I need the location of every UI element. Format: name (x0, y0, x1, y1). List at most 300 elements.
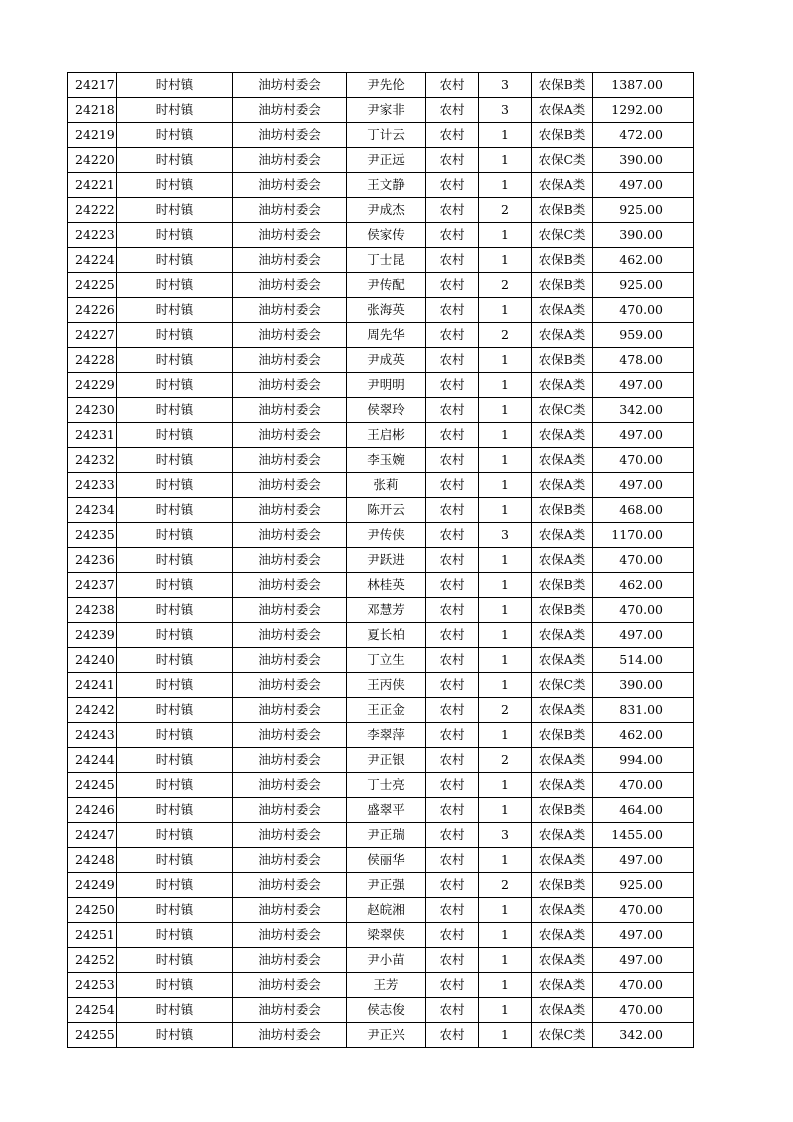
insurance-category-cell: 农保A类 (532, 973, 593, 998)
insurance-category-cell: 农保B类 (532, 498, 593, 523)
household-count-cell: 3 (479, 98, 532, 123)
record-id-cell: 24248 (68, 848, 117, 873)
area-type-cell: 农村 (426, 773, 479, 798)
insurance-category-cell: 农保B类 (532, 123, 593, 148)
village-committee-cell: 油坊村委会 (233, 373, 347, 398)
record-id-cell: 24223 (68, 223, 117, 248)
village-committee-cell: 油坊村委会 (233, 698, 347, 723)
insurance-category-cell: 农保A类 (532, 323, 593, 348)
record-id-cell: 24237 (68, 573, 117, 598)
table-row (68, 123, 694, 148)
person-name-cell: 陈开云 (347, 498, 426, 523)
area-type-cell: 农村 (426, 98, 479, 123)
household-count-cell: 1 (479, 623, 532, 648)
person-name-cell: 王正金 (347, 698, 426, 723)
area-type-cell: 农村 (426, 748, 479, 773)
insurance-category-cell: 农保B类 (532, 348, 593, 373)
village-committee-cell: 油坊村委会 (233, 423, 347, 448)
insurance-category-cell: 农保A类 (532, 948, 593, 973)
village-committee-cell: 油坊村委会 (233, 873, 347, 898)
amount-cell: 925.00 (593, 873, 694, 898)
amount-cell: 462.00 (593, 723, 694, 748)
table-row (68, 523, 694, 548)
record-id-cell: 24241 (68, 673, 117, 698)
town-cell: 时村镇 (117, 1023, 233, 1048)
town-cell: 时村镇 (117, 548, 233, 573)
insurance-category-cell: 农保A类 (532, 748, 593, 773)
town-cell: 时村镇 (117, 223, 233, 248)
area-type-cell: 农村 (426, 148, 479, 173)
table-row (68, 773, 694, 798)
record-id-cell: 24228 (68, 348, 117, 373)
area-type-cell: 农村 (426, 373, 479, 398)
village-committee-cell: 油坊村委会 (233, 798, 347, 823)
area-type-cell: 农村 (426, 573, 479, 598)
table-row (68, 948, 694, 973)
village-committee-cell: 油坊村委会 (233, 948, 347, 973)
record-id-cell: 24236 (68, 548, 117, 573)
record-id-cell: 24222 (68, 198, 117, 223)
record-id-cell: 24252 (68, 948, 117, 973)
record-id-cell: 24217 (68, 73, 117, 98)
table-row (68, 198, 694, 223)
town-cell: 时村镇 (117, 998, 233, 1023)
household-count-cell: 1 (479, 973, 532, 998)
household-count-cell: 3 (479, 73, 532, 98)
village-committee-cell: 油坊村委会 (233, 648, 347, 673)
amount-cell: 464.00 (593, 798, 694, 823)
insurance-category-cell: 农保A类 (532, 448, 593, 473)
area-type-cell: 农村 (426, 498, 479, 523)
amount-cell: 470.00 (593, 548, 694, 573)
village-committee-cell: 油坊村委会 (233, 673, 347, 698)
area-type-cell: 农村 (426, 648, 479, 673)
insurance-category-cell: 农保A类 (532, 373, 593, 398)
household-count-cell: 1 (479, 148, 532, 173)
record-id-cell: 24242 (68, 698, 117, 723)
town-cell: 时村镇 (117, 748, 233, 773)
record-id-cell: 24250 (68, 898, 117, 923)
household-count-cell: 1 (479, 173, 532, 198)
area-type-cell: 农村 (426, 848, 479, 873)
area-type-cell: 农村 (426, 973, 479, 998)
area-type-cell: 农村 (426, 248, 479, 273)
village-committee-cell: 油坊村委会 (233, 848, 347, 873)
village-committee-cell: 油坊村委会 (233, 298, 347, 323)
town-cell: 时村镇 (117, 73, 233, 98)
person-name-cell: 张海英 (347, 298, 426, 323)
town-cell: 时村镇 (117, 498, 233, 523)
area-type-cell: 农村 (426, 448, 479, 473)
village-committee-cell: 油坊村委会 (233, 923, 347, 948)
area-type-cell: 农村 (426, 398, 479, 423)
record-id-cell: 24255 (68, 1023, 117, 1048)
person-name-cell: 尹家非 (347, 98, 426, 123)
area-type-cell: 农村 (426, 123, 479, 148)
insurance-category-cell: 农保A类 (532, 623, 593, 648)
record-id-cell: 24246 (68, 798, 117, 823)
area-type-cell: 农村 (426, 723, 479, 748)
person-name-cell: 尹正强 (347, 873, 426, 898)
person-name-cell: 尹正银 (347, 748, 426, 773)
table-body (68, 73, 694, 1048)
household-count-cell: 2 (479, 323, 532, 348)
town-cell: 时村镇 (117, 448, 233, 473)
person-name-cell: 王芳 (347, 973, 426, 998)
person-name-cell: 尹正远 (347, 148, 426, 173)
household-count-cell: 1 (479, 773, 532, 798)
person-name-cell: 尹跃进 (347, 548, 426, 573)
amount-cell: 462.00 (593, 573, 694, 598)
amount-cell: 1292.00 (593, 98, 694, 123)
amount-cell: 470.00 (593, 298, 694, 323)
village-committee-cell: 油坊村委会 (233, 223, 347, 248)
village-committee-cell: 油坊村委会 (233, 748, 347, 773)
area-type-cell: 农村 (426, 348, 479, 373)
amount-cell: 497.00 (593, 423, 694, 448)
town-cell: 时村镇 (117, 623, 233, 648)
area-type-cell: 农村 (426, 698, 479, 723)
person-name-cell: 王文静 (347, 173, 426, 198)
insurance-category-cell: 农保A类 (532, 773, 593, 798)
person-name-cell: 张莉 (347, 473, 426, 498)
town-cell: 时村镇 (117, 198, 233, 223)
amount-cell: 468.00 (593, 498, 694, 523)
insurance-category-cell: 农保C类 (532, 148, 593, 173)
person-name-cell: 林桂英 (347, 573, 426, 598)
town-cell: 时村镇 (117, 373, 233, 398)
village-committee-cell: 油坊村委会 (233, 248, 347, 273)
area-type-cell: 农村 (426, 998, 479, 1023)
area-type-cell: 农村 (426, 623, 479, 648)
person-name-cell: 王启彬 (347, 423, 426, 448)
town-cell: 时村镇 (117, 773, 233, 798)
town-cell: 时村镇 (117, 898, 233, 923)
person-name-cell: 尹先伦 (347, 73, 426, 98)
amount-cell: 925.00 (593, 273, 694, 298)
amount-cell: 1455.00 (593, 823, 694, 848)
table-row (68, 748, 694, 773)
person-name-cell: 丁计云 (347, 123, 426, 148)
area-type-cell: 农村 (426, 423, 479, 448)
town-cell: 时村镇 (117, 873, 233, 898)
record-id-cell: 24220 (68, 148, 117, 173)
person-name-cell: 尹成英 (347, 348, 426, 373)
person-name-cell: 丁立生 (347, 648, 426, 673)
record-id-cell: 24253 (68, 973, 117, 998)
table-row (68, 723, 694, 748)
insurance-category-cell: 农保A类 (532, 998, 593, 1023)
record-id-cell: 24229 (68, 373, 117, 398)
record-id-cell: 24230 (68, 398, 117, 423)
person-name-cell: 梁翠侠 (347, 923, 426, 948)
person-name-cell: 侯翠玲 (347, 398, 426, 423)
village-committee-cell: 油坊村委会 (233, 623, 347, 648)
village-committee-cell: 油坊村委会 (233, 573, 347, 598)
table-row (68, 248, 694, 273)
record-id-cell: 24244 (68, 748, 117, 773)
village-committee-cell: 油坊村委会 (233, 548, 347, 573)
amount-cell: 470.00 (593, 773, 694, 798)
record-id-cell: 24235 (68, 523, 117, 548)
area-type-cell: 农村 (426, 323, 479, 348)
table-row (68, 348, 694, 373)
insurance-category-cell: 农保A类 (532, 548, 593, 573)
town-cell: 时村镇 (117, 98, 233, 123)
household-count-cell: 2 (479, 748, 532, 773)
household-count-cell: 1 (479, 248, 532, 273)
record-id-cell: 24254 (68, 998, 117, 1023)
amount-cell: 497.00 (593, 373, 694, 398)
household-count-cell: 1 (479, 1023, 532, 1048)
amount-cell: 497.00 (593, 848, 694, 873)
town-cell: 时村镇 (117, 123, 233, 148)
insurance-category-cell: 农保B类 (532, 873, 593, 898)
village-committee-cell: 油坊村委会 (233, 73, 347, 98)
village-committee-cell: 油坊村委会 (233, 473, 347, 498)
table-row (68, 398, 694, 423)
table-row (68, 473, 694, 498)
village-committee-cell: 油坊村委会 (233, 973, 347, 998)
record-id-cell: 24224 (68, 248, 117, 273)
village-committee-cell: 油坊村委会 (233, 448, 347, 473)
town-cell: 时村镇 (117, 148, 233, 173)
insurance-category-cell: 农保B类 (532, 273, 593, 298)
record-id-cell: 24231 (68, 423, 117, 448)
amount-cell: 390.00 (593, 223, 694, 248)
amount-cell: 470.00 (593, 998, 694, 1023)
area-type-cell: 农村 (426, 523, 479, 548)
town-cell: 时村镇 (117, 973, 233, 998)
insurance-category-cell: 农保B类 (532, 598, 593, 623)
table-row (68, 273, 694, 298)
household-count-cell: 1 (479, 598, 532, 623)
insurance-category-cell: 农保B类 (532, 73, 593, 98)
table-row (68, 673, 694, 698)
amount-cell: 497.00 (593, 473, 694, 498)
town-cell: 时村镇 (117, 598, 233, 623)
person-name-cell: 盛翠平 (347, 798, 426, 823)
household-count-cell: 1 (479, 673, 532, 698)
village-committee-cell: 油坊村委会 (233, 123, 347, 148)
insurance-category-cell: 农保C类 (532, 673, 593, 698)
table-row (68, 998, 694, 1023)
insurance-category-cell: 农保A类 (532, 298, 593, 323)
amount-cell: 478.00 (593, 348, 694, 373)
insurance-category-cell: 农保B类 (532, 198, 593, 223)
record-id-cell: 24219 (68, 123, 117, 148)
insurance-category-cell: 农保B类 (532, 798, 593, 823)
town-cell: 时村镇 (117, 323, 233, 348)
table-row (68, 973, 694, 998)
table-row (68, 898, 694, 923)
table-row (68, 848, 694, 873)
table-row (68, 98, 694, 123)
household-count-cell: 1 (479, 373, 532, 398)
amount-cell: 497.00 (593, 923, 694, 948)
amount-cell: 342.00 (593, 1023, 694, 1048)
amount-cell: 959.00 (593, 323, 694, 348)
area-type-cell: 农村 (426, 1023, 479, 1048)
record-id-cell: 24243 (68, 723, 117, 748)
person-name-cell: 邓慧芳 (347, 598, 426, 623)
amount-cell: 342.00 (593, 398, 694, 423)
amount-cell: 470.00 (593, 448, 694, 473)
household-count-cell: 1 (479, 223, 532, 248)
table-row (68, 923, 694, 948)
insurance-category-cell: 农保A类 (532, 523, 593, 548)
table-row (68, 698, 694, 723)
household-count-cell: 2 (479, 873, 532, 898)
table-row (68, 298, 694, 323)
area-type-cell: 农村 (426, 198, 479, 223)
amount-cell: 390.00 (593, 673, 694, 698)
record-id-cell: 24232 (68, 448, 117, 473)
area-type-cell: 农村 (426, 173, 479, 198)
town-cell: 时村镇 (117, 573, 233, 598)
town-cell: 时村镇 (117, 823, 233, 848)
table-row (68, 423, 694, 448)
amount-cell: 925.00 (593, 198, 694, 223)
village-committee-cell: 油坊村委会 (233, 348, 347, 373)
village-committee-cell: 油坊村委会 (233, 998, 347, 1023)
household-count-cell: 1 (479, 398, 532, 423)
household-count-cell: 1 (479, 848, 532, 873)
table-row (68, 1023, 694, 1048)
table-row (68, 573, 694, 598)
table-row (68, 448, 694, 473)
table-row (68, 823, 694, 848)
person-name-cell: 丁士昆 (347, 248, 426, 273)
table-row (68, 648, 694, 673)
person-name-cell: 尹成杰 (347, 198, 426, 223)
household-count-cell: 1 (479, 948, 532, 973)
person-name-cell: 周先华 (347, 323, 426, 348)
household-count-cell: 2 (479, 198, 532, 223)
table-row (68, 323, 694, 348)
village-committee-cell: 油坊村委会 (233, 498, 347, 523)
insurance-category-cell: 农保A类 (532, 823, 593, 848)
amount-cell: 470.00 (593, 598, 694, 623)
table-row (68, 73, 694, 98)
amount-cell: 831.00 (593, 698, 694, 723)
person-name-cell: 王丙侠 (347, 673, 426, 698)
insurance-category-cell: 农保A类 (532, 98, 593, 123)
area-type-cell: 农村 (426, 823, 479, 848)
area-type-cell: 农村 (426, 798, 479, 823)
village-committee-cell: 油坊村委会 (233, 773, 347, 798)
area-type-cell: 农村 (426, 898, 479, 923)
area-type-cell: 农村 (426, 298, 479, 323)
person-name-cell: 侯志俊 (347, 998, 426, 1023)
household-count-cell: 3 (479, 823, 532, 848)
amount-cell: 497.00 (593, 948, 694, 973)
insurance-category-cell: 农保B类 (532, 573, 593, 598)
amount-cell: 1387.00 (593, 73, 694, 98)
amount-cell: 462.00 (593, 248, 694, 273)
village-committee-cell: 油坊村委会 (233, 598, 347, 623)
household-count-cell: 1 (479, 473, 532, 498)
town-cell: 时村镇 (117, 723, 233, 748)
record-id-cell: 24225 (68, 273, 117, 298)
insurance-category-cell: 农保C类 (532, 223, 593, 248)
town-cell: 时村镇 (117, 948, 233, 973)
area-type-cell: 农村 (426, 73, 479, 98)
area-type-cell: 农村 (426, 948, 479, 973)
household-count-cell: 1 (479, 548, 532, 573)
area-type-cell: 农村 (426, 548, 479, 573)
household-count-cell: 1 (479, 298, 532, 323)
household-count-cell: 1 (479, 448, 532, 473)
village-committee-cell: 油坊村委会 (233, 1023, 347, 1048)
insurance-category-cell: 农保C类 (532, 1023, 593, 1048)
table-row (68, 223, 694, 248)
insurance-category-cell: 农保A类 (532, 473, 593, 498)
town-cell: 时村镇 (117, 648, 233, 673)
area-type-cell: 农村 (426, 673, 479, 698)
town-cell: 时村镇 (117, 348, 233, 373)
town-cell: 时村镇 (117, 798, 233, 823)
town-cell: 时村镇 (117, 523, 233, 548)
town-cell: 时村镇 (117, 473, 233, 498)
insurance-category-cell: 农保B类 (532, 723, 593, 748)
town-cell: 时村镇 (117, 673, 233, 698)
village-committee-cell: 油坊村委会 (233, 323, 347, 348)
amount-cell: 390.00 (593, 148, 694, 173)
person-name-cell: 尹传侠 (347, 523, 426, 548)
insurance-category-cell: 农保A类 (532, 848, 593, 873)
table-row (68, 798, 694, 823)
town-cell: 时村镇 (117, 698, 233, 723)
village-committee-cell: 油坊村委会 (233, 898, 347, 923)
town-cell: 时村镇 (117, 923, 233, 948)
insurance-category-cell: 农保A类 (532, 698, 593, 723)
person-name-cell: 尹小苗 (347, 948, 426, 973)
household-count-cell: 1 (479, 573, 532, 598)
household-count-cell: 1 (479, 348, 532, 373)
insurance-category-cell: 农保C类 (532, 398, 593, 423)
person-name-cell: 赵皖湘 (347, 898, 426, 923)
town-cell: 时村镇 (117, 848, 233, 873)
person-name-cell: 尹明明 (347, 373, 426, 398)
table-row (68, 173, 694, 198)
record-id-cell: 24226 (68, 298, 117, 323)
person-name-cell: 尹传配 (347, 273, 426, 298)
person-name-cell: 侯丽华 (347, 848, 426, 873)
record-id-cell: 24218 (68, 98, 117, 123)
insurance-category-cell: 农保B类 (532, 248, 593, 273)
record-id-cell: 24251 (68, 923, 117, 948)
area-type-cell: 农村 (426, 473, 479, 498)
village-committee-cell: 油坊村委会 (233, 398, 347, 423)
person-name-cell: 侯家传 (347, 223, 426, 248)
amount-cell: 1170.00 (593, 523, 694, 548)
town-cell: 时村镇 (117, 273, 233, 298)
insurance-category-cell: 农保A类 (532, 173, 593, 198)
table-row (68, 623, 694, 648)
allowance-table (67, 72, 694, 1048)
household-count-cell: 1 (479, 723, 532, 748)
table-row (68, 148, 694, 173)
person-name-cell: 尹正兴 (347, 1023, 426, 1048)
household-count-cell: 1 (479, 498, 532, 523)
town-cell: 时村镇 (117, 398, 233, 423)
record-id-cell: 24234 (68, 498, 117, 523)
table-row (68, 598, 694, 623)
household-count-cell: 1 (479, 898, 532, 923)
village-committee-cell: 油坊村委会 (233, 173, 347, 198)
record-id-cell: 24227 (68, 323, 117, 348)
